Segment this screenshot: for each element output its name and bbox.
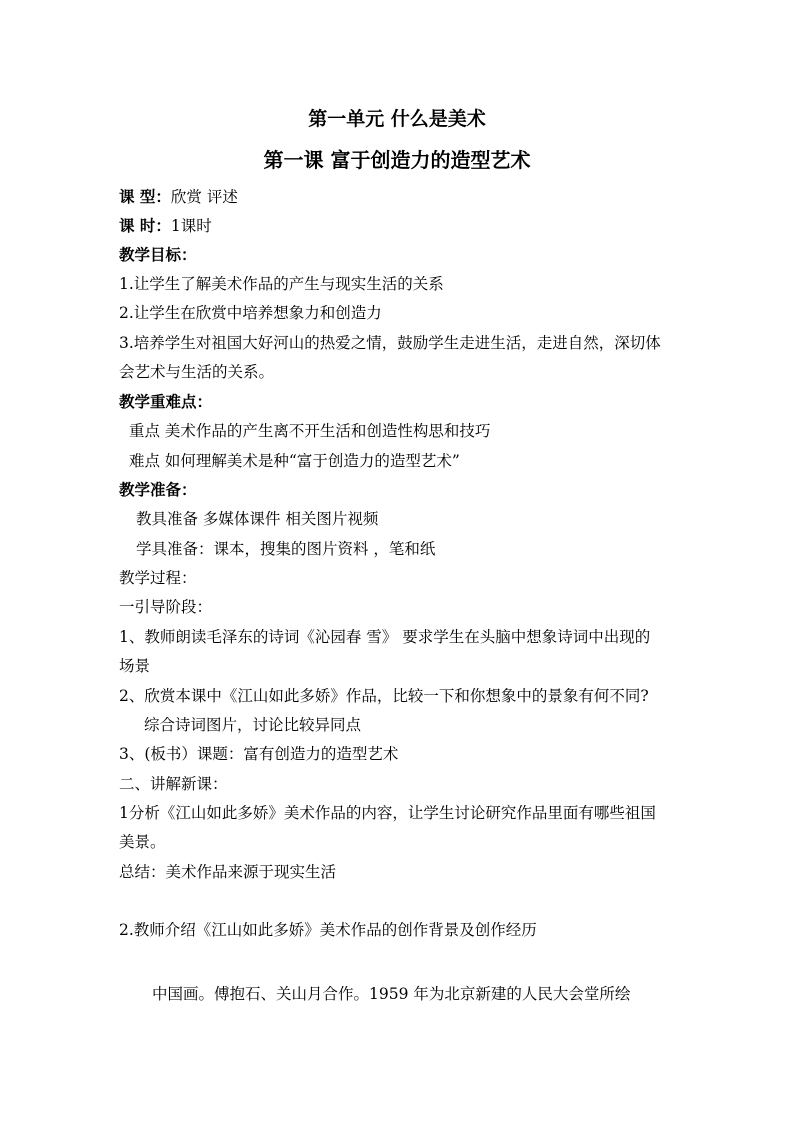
course-hours-label: 课 时： [119,216,171,235]
analysis-line: 美景。 [119,833,166,851]
stage-two-heading: 二、讲解新课： [119,775,228,793]
stage-one-heading: 一引导阶段： [119,598,213,616]
objectives-heading: 教学目标： [119,245,197,264]
process-heading: 教学过程： [119,569,197,587]
preparation-teacher: 教具准备 多媒体课件 相关图片视频 [136,510,379,528]
course-type-value: 欣赏 评述 [170,188,238,206]
key-points-heading: 教学重难点： [119,392,213,411]
step-one-line: 1、教师朗读毛泽东的诗词《沁园春 雪》 要求学生在头脑中想象诗词中出现的 [119,628,651,646]
course-type-row [119,186,238,208]
course-hours-row [119,215,212,237]
step-one-line: 场景 [119,657,151,675]
objective-item: 3.培养学生对祖国大好河山的热爱之情，鼓励学生走进生活，走进自然，深切体 [119,334,661,352]
objective-item: 会艺术与生活的关系。 [119,363,275,381]
unit-title: 第一单元 什么是美术 [308,108,486,130]
course-hours-value: 1课时 [170,217,212,235]
course-type-label: 课 型： [119,187,171,206]
step-two-line: 2、欣赏本课中《江山如此多娇》作品，比较一下和你想象中的景象有何不同? [119,687,649,705]
lesson-title: 第一课 富于创造力的造型艺术 [263,148,531,172]
paragraph-line: 中国画。傅抱石、关山月合作。1959 年为北京新建的人民大会堂所绘 [152,985,631,1003]
preparation-student: 学具准备：课本，搜集的图片资料 ，笔和纸 [136,540,436,558]
step-two-note: 综合诗词图片，讨论比较异同点 [144,716,362,734]
analysis-line: 1分析《江山如此多娇》美术作品的内容，让学生讨论研究作品里面有哪些祖国 [119,804,656,822]
intro-line: 2.教师介绍《江山如此多娇》美术作品的创作背景及创作经历 [119,921,537,939]
key-point-difficult: 难点 如何理解美术是种“富于创造力的造型艺术” [129,452,460,470]
objective-item: 1.让学生了解美术作品的产生与现实生活的关系 [119,275,444,293]
step-three-line: 3、(板书）课题：富有创造力的造型艺术 [119,745,399,763]
key-point-important: 重点 美术作品的产生离不开生活和创造性构思和技巧 [129,422,491,440]
summary-line: 总结：美术作品来源于现实生活 [119,863,337,881]
objective-item: 2.让学生在欣赏中培养想象力和创造力 [119,304,382,322]
preparation-heading: 教学准备： [119,480,197,499]
